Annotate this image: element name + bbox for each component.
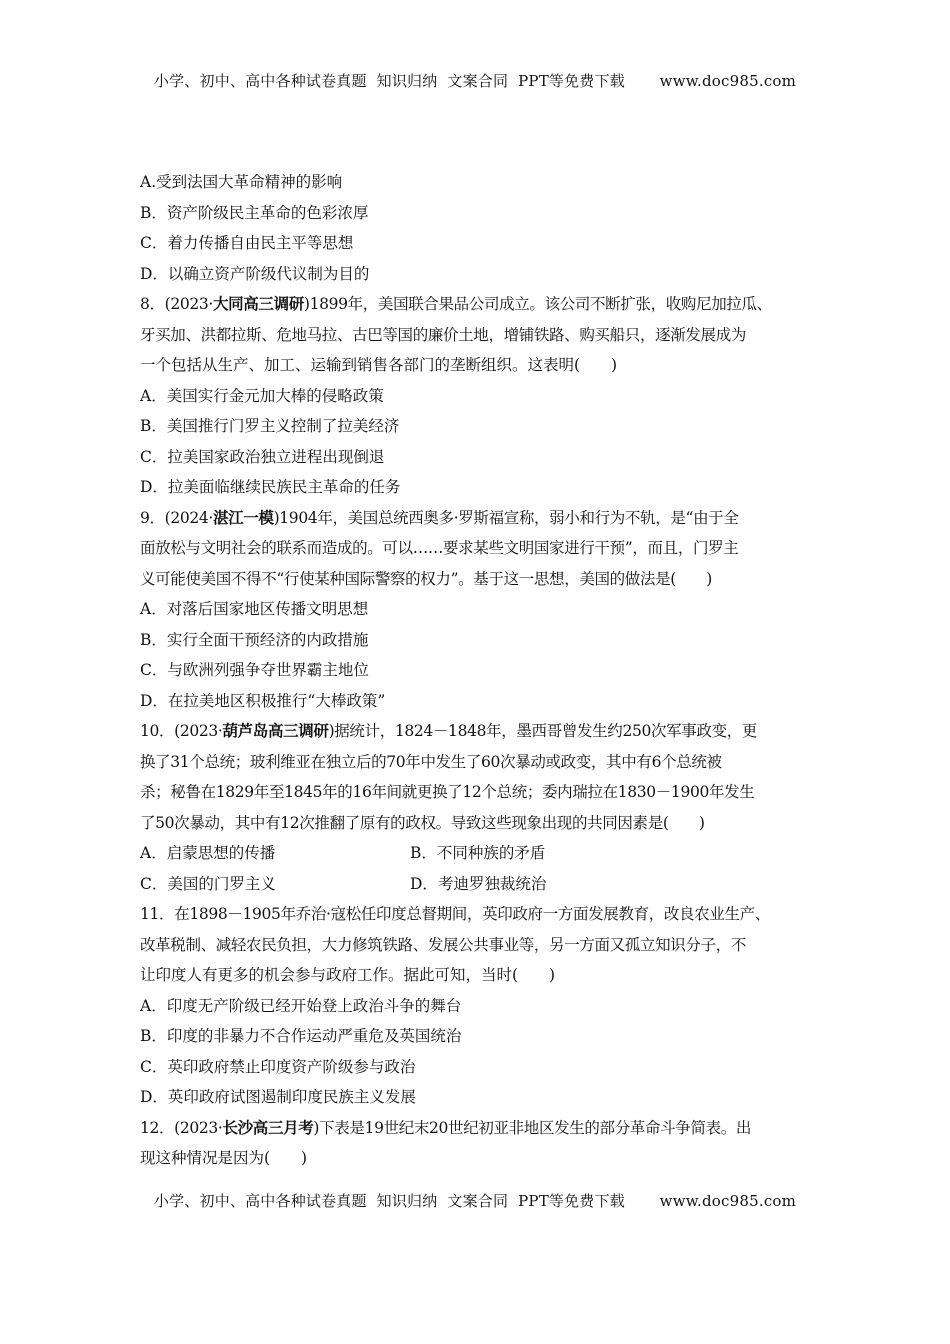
- q11-option-d: D．英印政府试图遏制印度民族主义发展: [140, 1088, 416, 1106]
- q8-option-c: C．拉美国家政治独立进程出现倒退: [140, 447, 385, 466]
- q10-options-row2: [140, 869, 820, 900]
- q10-source: 葫芦岛高三调研: [222, 721, 329, 740]
- q8-option-b: B．美国推行门罗主义控制了拉美经济: [140, 417, 400, 435]
- q12-stem-line2: 现这种情况是因为( ): [140, 1149, 308, 1167]
- q9-stem-text: )1904年，美国总统西奥多·罗斯福宣称，弱小和行为不轨，是“由于全: [273, 508, 739, 527]
- q10-stem-line4: 了50次暴动，其中有12次推翻了原有的政权。导致这些现象出现的共同因素是( ): [140, 813, 705, 832]
- q10-option-b: B．不同种族的矛盾: [410, 844, 546, 862]
- q9-stem-line2: 面放松与文明社会的联系而造成的。可以……要求某些文明国家进行干预”，而且，门罗主: [140, 539, 739, 557]
- q9-option-c: C．与欧洲列强争夺世界霸主地位: [140, 661, 369, 679]
- question-content: [140, 167, 820, 1174]
- q10-stem-line2: 换了31个总统；玻利维亚在独立后的70年中发生了60次暴动或政变，其中有6个总统被: [140, 752, 722, 771]
- q11-stem-line1: 11．在1898－1905年乔治·寇松任印度总督期间，英印政府一方面发展教育，改良农业生产、: [140, 905, 770, 923]
- q10-option-c: C．美国的门罗主义: [140, 874, 276, 893]
- q9-number: 9．(2024·: [140, 508, 213, 527]
- q10-stem-line3: 杀；秘鲁在1829年至1845年的16年间就更换了12个总统；委内瑞拉在1830－1900年发生: [140, 783, 755, 801]
- q9-stem-line1: [140, 503, 820, 534]
- q12-stem-text: )下表是19世纪末20世纪初亚非地区发生的部分革命斗争简表。出: [313, 1118, 752, 1137]
- q10-option-a: A．启蒙思想的传播: [140, 844, 276, 862]
- q10-option-d: D．考迪罗独裁统治: [410, 874, 547, 893]
- q7-option-d: D．以确立资产阶级代议制为目的: [140, 264, 370, 283]
- q7-option-c: C．着力传播自由民主平等思想: [140, 234, 354, 252]
- q11-stem-line3: 让印度人有更多的机会参与政府工作。据此可知，当时( ): [140, 966, 556, 984]
- q9-option-a: A．对落后国家地区传播文明思想: [140, 600, 369, 618]
- q12-stem-line1: [140, 1113, 820, 1144]
- q9-option-b: B．实行全面干预经济的内政措施: [140, 630, 369, 649]
- q8-stem-line1: [140, 289, 820, 320]
- q8-source: 大同高三调研: [212, 294, 304, 313]
- q8-number: 8．(2023·: [140, 295, 213, 313]
- q7-option-a: A.受到法国大革命精神的影响: [140, 173, 343, 191]
- q8-stem-text: )1899年，美国联合果品公司成立。该公司不断扩张，收购尼加拉瓜、: [303, 295, 772, 313]
- q12-source: 长沙高三月考: [222, 1117, 314, 1137]
- q7-option-b: B．资产阶级民主革命的色彩浓厚: [140, 203, 369, 222]
- footer-banner: 小学、初中、高中各种试卷真题 知识归纳 文案合同 PPT等免费下载 www.doc985.com: [153, 1192, 797, 1210]
- q10-stem-text: )据统计，1824－1848年，墨西哥曾发生约250次军事政变，更: [328, 722, 758, 740]
- q8-option-a: A．美国实行金元加大棒的侵略政策: [140, 386, 384, 405]
- q10-number: 10．(2023·: [140, 722, 223, 740]
- q8-stem-line2: 牙买加、洪都拉斯、危地马拉、古巴等国的廉价土地，增铺铁路、购买船只，逐渐发展成为: [140, 325, 747, 344]
- q9-option-d: D．在拉美地区积极推行“大棒政策”: [140, 691, 386, 710]
- q10-options-row1: [140, 838, 820, 869]
- header-banner: 小学、初中、高中各种试卷真题 知识归纳 文案合同 PPT等免费下载 www.doc985.com: [153, 72, 797, 90]
- q9-stem-line3: 义可能使美国不得不“行使某种国际警察的权力”。基于这一思想，美国的做法是( ): [140, 569, 712, 588]
- q11-option-a: A．印度无产阶级已经开始登上政治斗争的舞台: [140, 996, 462, 1015]
- q11-option-b: B．印度的非暴力不合作运动严重危及英国统治: [140, 1027, 462, 1045]
- q8-stem-line3: 一个包括从生产、加工、运输到销售各部门的垄断组织。这表明( ): [140, 356, 618, 374]
- q9-source: 湛江一模: [212, 507, 274, 527]
- q11-stem-line2: 改革税制、减轻农民负担，大力修筑铁路、发展公共事业等，另一方面又孤立知识分子，不: [140, 935, 747, 954]
- q8-option-d: D．拉美面临继续民族民主革命的任务: [140, 478, 401, 496]
- q11-option-c: C．英印政府禁止印度资产阶级参与政治: [140, 1057, 416, 1076]
- q10-stem-line1: [140, 716, 820, 747]
- q12-number: 12．(2023·: [140, 1118, 223, 1137]
